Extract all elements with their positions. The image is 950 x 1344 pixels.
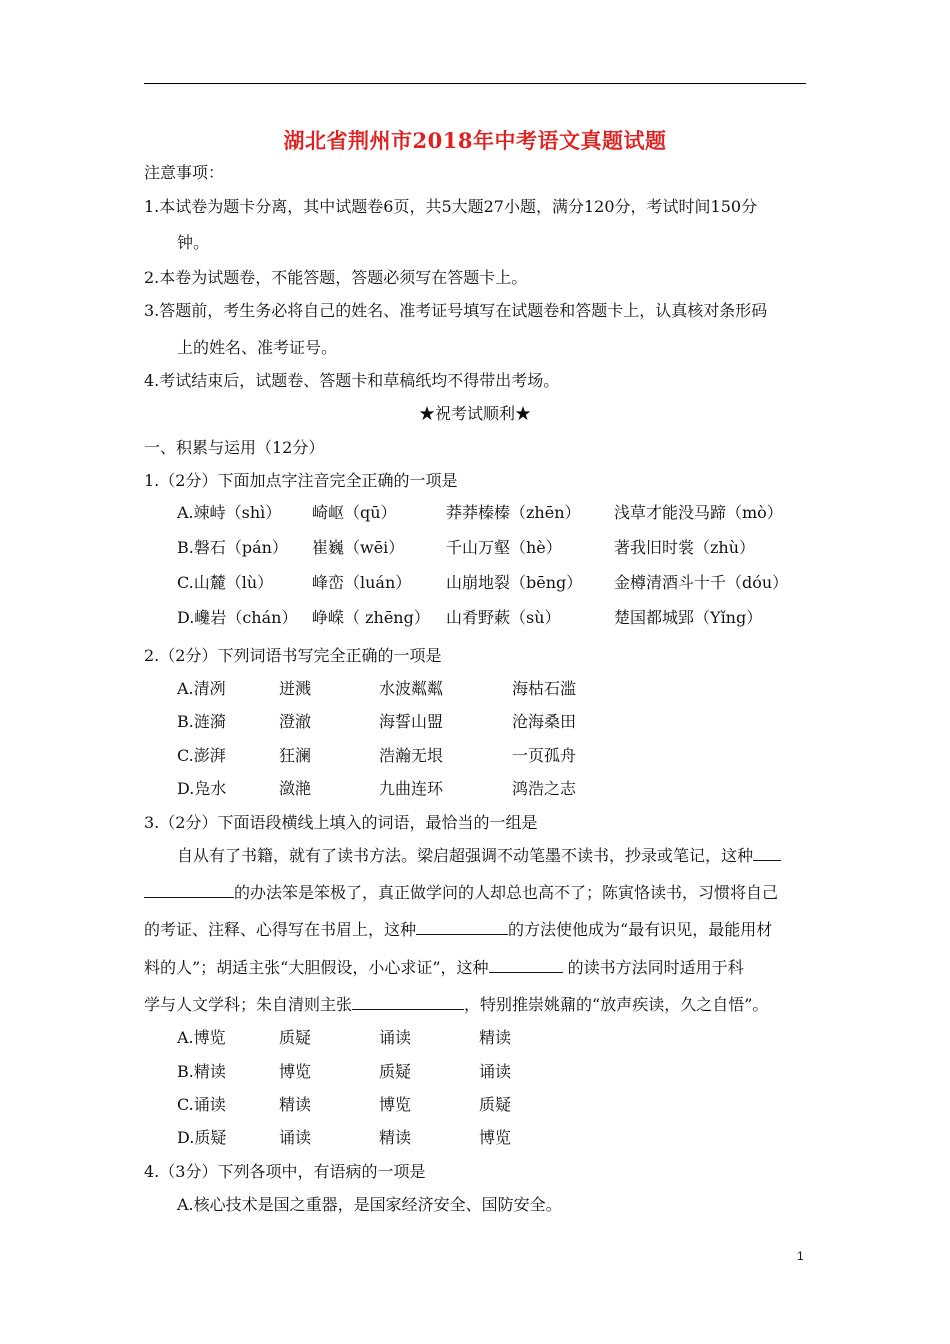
option-d-4: 博览 <box>479 1128 512 1147</box>
passage-text: ，特别推崇姚鼐的“放声疾读，久之自悟”。 <box>464 995 769 1014</box>
option-c-4: 一页孤舟 <box>512 746 577 765</box>
notice-item: 2.本卷为试题卷，不能答题，答题必须写在答题卡上。 <box>144 268 528 287</box>
option-c-3: 山崩地裂（bēng） <box>446 573 583 592</box>
option-a-3: 莽莽榛榛（zhēn） <box>446 503 581 522</box>
option-b-2: 崔巍（wēi） <box>312 538 405 557</box>
option-c-3: 博览 <box>379 1095 412 1114</box>
option-a-4: 精读 <box>479 1028 512 1047</box>
question-4-option-a: A.核心技术是国之重器，是国家经济安全、国防安全。 <box>177 1195 562 1214</box>
option-d-1: D.凫水 <box>177 779 227 798</box>
passage-text: 的读书方法同时适用于科 <box>567 958 744 977</box>
option-d-2: 峥嵘（ zhēng） <box>312 608 430 627</box>
option-a-4: 浅草才能没马蹄（mò） <box>614 503 783 522</box>
option-b-4: 诵读 <box>479 1062 512 1081</box>
question-2-stem: 2.（2分）下列词语书写完全正确的一项是 <box>144 646 442 665</box>
section-heading: 一、积累与运用（12分） <box>144 438 325 457</box>
option-c-4: 质疑 <box>479 1095 512 1114</box>
option-d-2: 潋滟 <box>279 779 312 798</box>
option-c-1: C.山麓（lù） <box>177 573 274 592</box>
option-d-3: 精读 <box>379 1128 412 1147</box>
passage-line <box>144 958 744 978</box>
wish-line: ★祝考试顺利★ <box>418 404 531 423</box>
passage-line <box>144 883 778 903</box>
option-d-4: 楚国都城郢（Yǐng） <box>614 608 763 627</box>
option-b-3: 海誓山盟 <box>379 712 444 731</box>
option-b-4: 著我旧时裳（zhù） <box>614 538 756 557</box>
passage-text: 料的人”；胡适主张“大胆假设，小心求证”，这种 <box>144 958 489 977</box>
option-c-3: 浩瀚无垠 <box>379 746 444 765</box>
passage-line <box>177 846 781 866</box>
option-a-2: 崎岖（qū） <box>312 503 397 522</box>
notice-item: 4.考试结束后，试题卷、答题卡和草稿纸均不得带出考场。 <box>144 371 560 390</box>
option-a-1: A.博览 <box>177 1028 226 1047</box>
option-c-4: 金樽清酒斗十千（dóu） <box>614 573 789 592</box>
option-a-4: 海枯石滥 <box>512 679 577 698</box>
passage-line <box>144 920 772 940</box>
option-d-1: D.质疑 <box>177 1128 227 1147</box>
passage-text: 的方法使他成为“最有识见，最能用材 <box>508 920 773 939</box>
document-title: 湖北省荆州市2018年中考语文真题试题 <box>283 128 667 153</box>
passage-text: 自从有了书籍，就有了读书方法。梁启超强调不动笔墨不读书，抄录或笔记，这种 <box>177 846 754 865</box>
option-b-2: 博览 <box>279 1062 312 1081</box>
option-c-1: C.澎湃 <box>177 746 226 765</box>
notice-item-cont: 钟。 <box>177 233 210 252</box>
question-1-stem: 1.（2分）下面加点字注音完全正确的一项是 <box>144 471 458 490</box>
notice-item: 1.本试卷为题卡分离，其中试题卷6页，共5大题27小题，满分120分，考试时间150分 <box>144 197 758 216</box>
option-a-2: 迸溅 <box>279 679 312 698</box>
option-d-3: 九曲连环 <box>379 779 444 798</box>
page-number: 1 <box>797 1249 804 1263</box>
option-c-2: 峰峦（luán） <box>312 573 412 592</box>
notice-item: 3.答题前，考生务必将自己的姓名、准考证号填写在试题卷和答题卡上，认真核对条形码 <box>144 301 768 320</box>
notice-item-cont: 上的姓名、准考证号。 <box>177 338 338 357</box>
option-b-3: 质疑 <box>379 1062 412 1081</box>
option-a-3: 水波粼粼 <box>379 679 444 698</box>
blank-line <box>753 846 781 861</box>
question-3-stem: 3.（2分）下面语段横线上填入的词语，最恰当的一组是 <box>144 813 538 832</box>
passage-text: 的办法笨是笨极了，真正做学问的人却总也高不了；陈寅恪读书，习惯将自己 <box>234 883 779 902</box>
header-rule <box>144 83 806 84</box>
option-c-2: 精读 <box>279 1095 312 1114</box>
blank-line <box>352 995 464 1010</box>
blank-line <box>144 883 234 898</box>
notice-heading: 注意事项： <box>144 163 225 182</box>
option-b-1: B.涟漪 <box>177 712 226 731</box>
option-a-2: 质疑 <box>279 1028 312 1047</box>
option-d-2: 诵读 <box>279 1128 312 1147</box>
option-c-1: C.诵读 <box>177 1095 226 1114</box>
option-b-3: 千山万壑（hè） <box>446 538 562 557</box>
option-b-4: 沧海桑田 <box>512 712 577 731</box>
option-b-2: 澄澈 <box>279 712 312 731</box>
passage-text: 的考证、注释、心得写在书眉上，这种 <box>144 920 417 939</box>
option-c-2: 狂澜 <box>279 746 312 765</box>
option-a-1: A.竦峙（shì） <box>177 503 282 522</box>
question-4-stem: 4.（3分）下列各项中，有语病的一项是 <box>144 1162 426 1181</box>
blank-line <box>416 920 508 935</box>
passage-text: 学与人文学科；朱自清则主张 <box>144 995 353 1014</box>
passage-line <box>144 995 768 1015</box>
option-b-1: B.精读 <box>177 1062 226 1081</box>
option-a-1: A.清冽 <box>177 679 226 698</box>
blank-line <box>489 958 563 973</box>
option-d-4: 鸿浩之志 <box>512 779 577 798</box>
option-b-1: B.磐石（pán） <box>177 538 288 557</box>
option-d-3: 山肴野蔌（sù） <box>446 608 561 627</box>
option-a-3: 诵读 <box>379 1028 412 1047</box>
option-d-1: D.巉岩（chán） <box>177 608 298 627</box>
